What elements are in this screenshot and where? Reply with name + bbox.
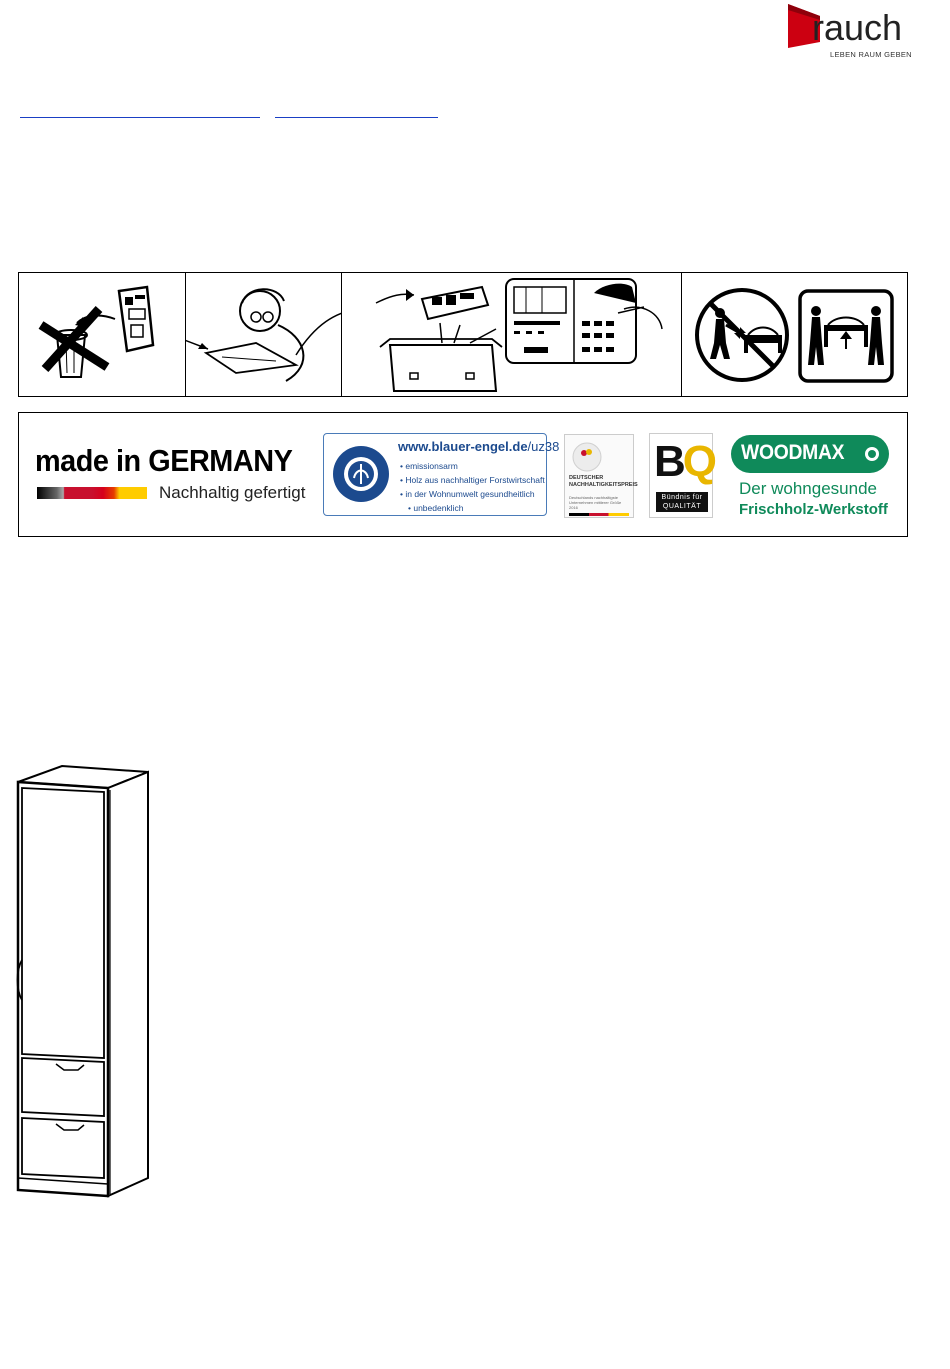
do-not-discard-panel: [19, 273, 186, 396]
brand-tagline: LEBEN RAUM GEBEN: [830, 50, 912, 59]
wardrobe-illustration: [14, 760, 154, 1200]
woodmax-flower-icon: [865, 447, 879, 461]
blauer-engel-url-code: /uz38: [527, 439, 560, 454]
header-link-2[interactable]: [275, 102, 438, 118]
woodmax-tagline-1: Der wohngesunde: [739, 479, 877, 498]
german-flag-bar: [37, 487, 147, 499]
nachhaltigkeitspreis-sub: Deutschlands nachhaltigste Unternehmen mittlerer Größe 2016: [569, 495, 622, 510]
header-link-1[interactable]: [20, 102, 260, 118]
nachhaltigkeitspreis-title: DEUTSCHER NACHHALTIGKEITSPREIS: [569, 475, 638, 488]
brand-logo: [786, 2, 910, 62]
blauer-engel-point: • emissionsarm: [400, 459, 545, 473]
woodmax-tagline-2: Frischholz-Werkstoff: [739, 501, 888, 518]
blauer-engel-seal-icon: [330, 438, 392, 510]
instruction-panel: [18, 272, 908, 397]
blauer-engel-url[interactable]: [398, 439, 559, 454]
read-instructions-icon: [186, 273, 341, 396]
store-documents-panel: [342, 273, 682, 396]
certification-panel: [18, 412, 908, 537]
buendnis-qualitaet-badge: [649, 433, 713, 518]
woodmax-badge: [731, 435, 889, 473]
bq-letter-q: Q: [682, 437, 715, 486]
store-documents-icon: [342, 273, 681, 396]
nachhaltigkeitspreis-badge: [564, 434, 638, 518]
blauer-engel-point: • unbedenklich: [400, 501, 545, 515]
bq-logo: [654, 437, 715, 486]
woodmax-label: WOODMAX: [741, 441, 845, 464]
brand-name: rauch: [812, 7, 903, 48]
read-instructions-panel: [186, 273, 342, 396]
sustainability-slogan: Nachhaltig gefertigt: [159, 483, 306, 502]
sustainability-award-icon: [565, 435, 635, 475]
wardrobe-icon: [14, 760, 154, 1200]
bq-footer: Bündnis für QUALITÄT: [656, 492, 708, 512]
german-flag-stripe: [569, 513, 629, 516]
blauer-engel-badge: [323, 433, 560, 516]
blauer-engel-url-main: www.blauer-engel.de: [398, 439, 528, 454]
blauer-engel-point: • in der Wohnumwelt gesundheitlich: [400, 487, 545, 501]
blauer-engel-points: [400, 459, 545, 515]
carry-furniture-panel: [682, 273, 907, 396]
bq-letter-b: B: [654, 437, 683, 486]
blauer-engel-point: • Holz aus nachhaltiger Forstwirtschaft: [400, 473, 545, 487]
made-in-germany-label: made in GERMANY: [35, 443, 293, 478]
do-not-discard-icon: [19, 273, 185, 396]
carry-furniture-icon: [682, 273, 907, 396]
